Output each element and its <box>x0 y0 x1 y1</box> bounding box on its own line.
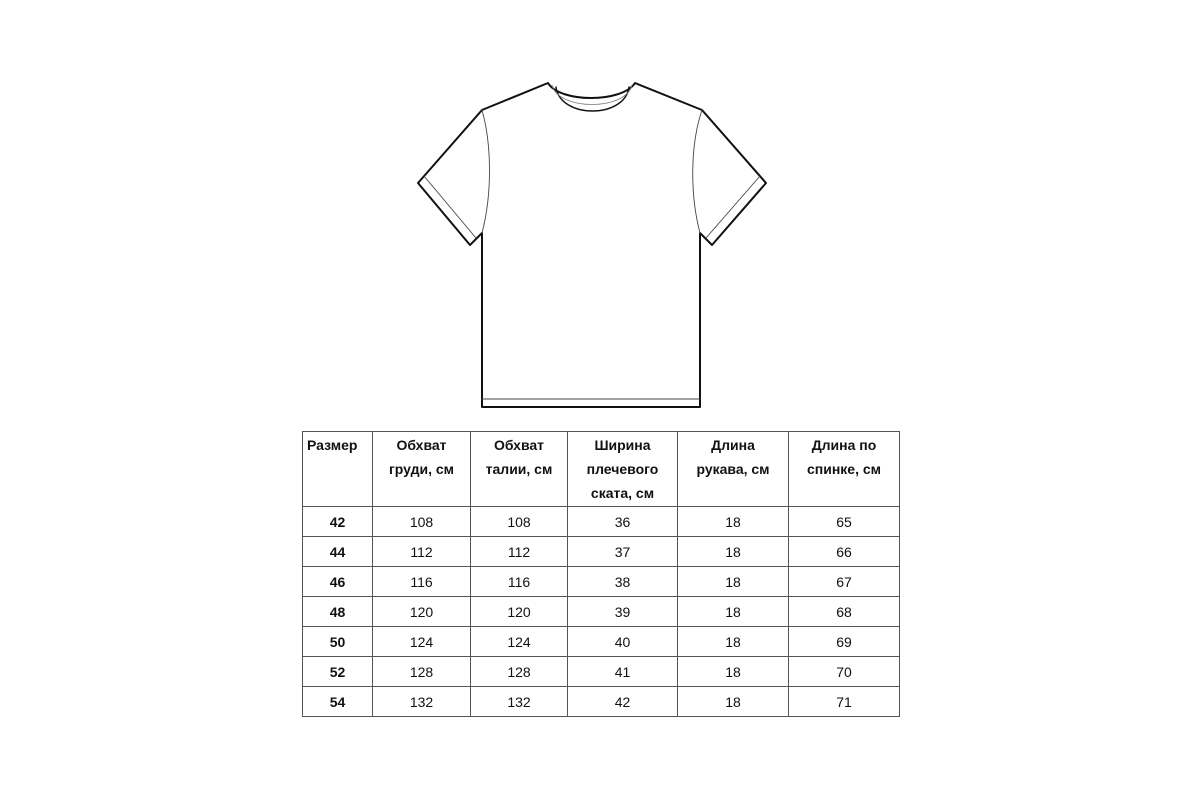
cell-waist: 132 <box>471 687 568 717</box>
cell-shoulder: 41 <box>568 657 678 687</box>
cell-sleeve: 18 <box>678 537 789 567</box>
cell-chest: 108 <box>373 507 471 537</box>
cell-size: 50 <box>303 627 373 657</box>
cell-waist: 108 <box>471 507 568 537</box>
header-shoulder <box>568 432 678 507</box>
header-waist-label: Обхват талии, см <box>485 437 553 477</box>
header-size <box>303 432 373 507</box>
cell-chest: 120 <box>373 597 471 627</box>
table-row <box>303 507 900 537</box>
cell-chest: 116 <box>373 567 471 597</box>
cell-back-length: 65 <box>789 507 900 537</box>
header-waist <box>471 432 568 507</box>
cell-shoulder: 39 <box>568 597 678 627</box>
cell-waist: 128 <box>471 657 568 687</box>
tshirt-outline-icon <box>410 75 780 415</box>
cell-chest: 128 <box>373 657 471 687</box>
cell-waist: 124 <box>471 627 568 657</box>
cell-size: 54 <box>303 687 373 717</box>
header-size-label: Размер <box>307 437 358 453</box>
cell-waist: 112 <box>471 537 568 567</box>
cell-back-length: 67 <box>789 567 900 597</box>
header-back-length-label: Длина по спинке, см <box>806 437 882 477</box>
header-chest-label: Обхват груди, см <box>388 437 455 477</box>
cell-sleeve: 18 <box>678 657 789 687</box>
cell-size: 48 <box>303 597 373 627</box>
cell-waist: 116 <box>471 567 568 597</box>
table-row <box>303 597 900 627</box>
cell-shoulder: 40 <box>568 627 678 657</box>
header-sleeve <box>678 432 789 507</box>
cell-chest: 124 <box>373 627 471 657</box>
table-row <box>303 627 900 657</box>
cell-sleeve: 18 <box>678 507 789 537</box>
table-row <box>303 657 900 687</box>
cell-back-length: 71 <box>789 687 900 717</box>
cell-sleeve: 18 <box>678 627 789 657</box>
table-header-row <box>303 432 900 507</box>
header-back-length <box>789 432 900 507</box>
header-shoulder-label: Ширина плечевого ската, см <box>586 437 659 501</box>
cell-back-length: 69 <box>789 627 900 657</box>
table-row <box>303 687 900 717</box>
cell-back-length: 68 <box>789 597 900 627</box>
cell-sleeve: 18 <box>678 567 789 597</box>
cell-shoulder: 38 <box>568 567 678 597</box>
table-row <box>303 567 900 597</box>
cell-size: 52 <box>303 657 373 687</box>
header-chest <box>373 432 471 507</box>
cell-shoulder: 36 <box>568 507 678 537</box>
cell-sleeve: 18 <box>678 597 789 627</box>
table-row <box>303 537 900 567</box>
cell-chest: 132 <box>373 687 471 717</box>
cell-size: 42 <box>303 507 373 537</box>
cell-back-length: 70 <box>789 657 900 687</box>
cell-size: 46 <box>303 567 373 597</box>
cell-waist: 120 <box>471 597 568 627</box>
cell-sleeve: 18 <box>678 687 789 717</box>
cell-back-length: 66 <box>789 537 900 567</box>
header-sleeve-label: Длина рукава, см <box>696 437 770 477</box>
cell-size: 44 <box>303 537 373 567</box>
size-table <box>302 431 900 717</box>
cell-shoulder: 37 <box>568 537 678 567</box>
cell-chest: 112 <box>373 537 471 567</box>
cell-shoulder: 42 <box>568 687 678 717</box>
